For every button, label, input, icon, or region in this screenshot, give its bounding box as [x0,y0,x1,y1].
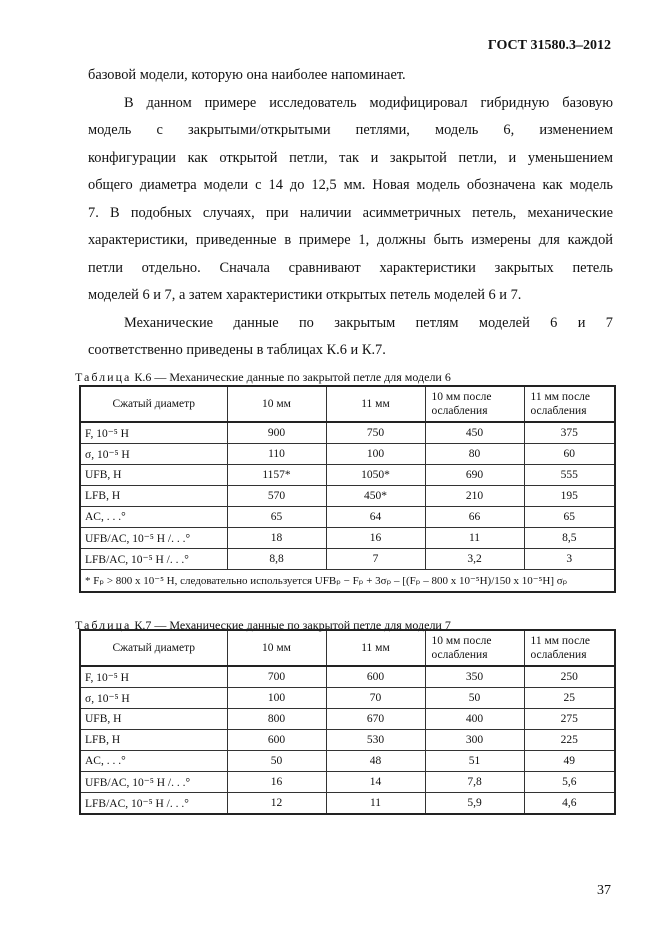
table-cell: 110 [227,444,326,465]
table-cell: 600 [227,730,326,751]
table-cell: 66 [425,507,524,528]
table-cell: 65 [524,507,615,528]
column-header: 11 мм [326,386,425,422]
table-cell: 750 [326,422,425,444]
paragraph-line: конфигурации как открытой петли, так и закрытой петли, и уменьшением [88,150,613,166]
table6-caption: Таблица К.6 — Механические данные по закрытой петле для модели 6 [75,370,451,384]
table-cell: 7 [326,549,425,570]
table-cell: 275 [524,709,615,730]
table-cell: 14 [326,772,425,793]
table-cell: 7,8 [425,772,524,793]
table-row [80,793,615,815]
table-cell: 8,8 [227,549,326,570]
table-cell: 80 [425,444,524,465]
table-cell: 5,6 [524,772,615,793]
table-cell: 530 [326,730,425,751]
table-cell: 50 [227,751,326,772]
row-label: LFB/AC, 10⁻⁵ Н /. . .° [80,549,227,570]
table-row [80,444,615,465]
table6 [79,385,616,593]
table-row [80,709,615,730]
paragraph-line: Механические данные по закрытым петлям моделей 6 и 7 [124,315,613,331]
table-cell: 195 [524,486,615,507]
paragraph-continuation: базовой модели, которую она наиболее напоминает. [88,67,406,83]
table-row [80,549,615,570]
row-label: UFB, Н [80,709,227,730]
table-cell: 800 [227,709,326,730]
paragraph-line: В данном примере исследователь модифицировал гибридную базовую [124,95,613,111]
column-header: Сжатый диаметр [80,386,227,422]
table-cell: 700 [227,666,326,688]
table-cell: 900 [227,422,326,444]
row-label: LFB, Н [80,730,227,751]
document-header: ГОСТ 31580.3–2012 [487,38,611,53]
table-cell: 50 [425,688,524,709]
table-cell: 70 [326,688,425,709]
table-cell: 210 [425,486,524,507]
table-row [80,528,615,549]
row-label: F, 10⁻⁵ Н [80,666,227,688]
table-row [80,666,615,688]
table-cell: 11 [326,793,425,815]
table6-footnote-row [80,570,615,593]
table7-caption: Таблица К.7 — Механические данные по закрытой петле для модели 7 [75,618,451,632]
table-cell: 4,6 [524,793,615,815]
row-label: UFB/AC, 10⁻⁵ Н /. . .° [80,528,227,549]
table7 [79,629,616,815]
column-header: 10 мм после ослабления [425,630,524,666]
row-label: AC, . . .° [80,507,227,528]
column-header: 10 мм [227,386,326,422]
table-cell: 51 [425,751,524,772]
table-cell: 690 [425,465,524,486]
paragraph-line: соответственно приведены в таблицах К.6 и К.7. [88,342,386,358]
column-header: 10 мм [227,630,326,666]
table-row [80,730,615,751]
table-cell: 48 [326,751,425,772]
table-cell: 3,2 [425,549,524,570]
table-cell: 12 [227,793,326,815]
table-cell: 350 [425,666,524,688]
table-cell: 11 [425,528,524,549]
table-row [80,772,615,793]
table-row [80,751,615,772]
row-label: UFB/AC, 10⁻⁵ Н /. . .° [80,772,227,793]
table-cell: 450 [425,422,524,444]
table-cell: 400 [425,709,524,730]
table-cell: 60 [524,444,615,465]
row-label: LFB, Н [80,486,227,507]
table-cell: 100 [227,688,326,709]
table-cell: 555 [524,465,615,486]
table-row [80,486,615,507]
table-cell: 225 [524,730,615,751]
table-cell: 25 [524,688,615,709]
table-cell: 3 [524,549,615,570]
column-header: 11 мм [326,630,425,666]
column-header: 11 мм после ослабления [524,630,615,666]
table-cell: 570 [227,486,326,507]
table-cell: 18 [227,528,326,549]
table-cell: 375 [524,422,615,444]
row-label: σ, 10⁻⁵ Н [80,688,227,709]
paragraph-line: 7. В подобных случаях, при наличии асимметричных петель, механические [88,205,613,221]
paragraph-line: модель с закрытыми/открытыми петлями, модель 6, изменением [88,122,613,138]
table-cell: 670 [326,709,425,730]
row-label: LFB/AC, 10⁻⁵ Н /. . .° [80,793,227,815]
row-label: F, 10⁻⁵ Н [80,422,227,444]
table7-header-row [80,630,615,666]
paragraph-line: характеристики, приведенные в примере 1, должны быть измерены для каждой [88,232,613,248]
row-label: σ, 10⁻⁵ Н [80,444,227,465]
table-row [80,465,615,486]
table-cell: 300 [425,730,524,751]
paragraph-line: моделей 6 и 7, а затем характеристики открытых петель моделей 6 и 7. [88,287,522,303]
column-header: Сжатый диаметр [80,630,227,666]
paragraph-line: общего диаметра модели с 14 до 12,5 мм. Новая модель обозначена как модель [88,177,613,193]
table-cell: 600 [326,666,425,688]
table-cell: 5,9 [425,793,524,815]
row-label: UFB, Н [80,465,227,486]
row-label: AC, . . .° [80,751,227,772]
table-cell: 8,5 [524,528,615,549]
page-number: 37 [597,883,611,898]
table-row [80,688,615,709]
table-cell: 16 [227,772,326,793]
table-cell: 1050* [326,465,425,486]
table-cell: 49 [524,751,615,772]
table-cell: 250 [524,666,615,688]
table6-footnote: * Fₚ > 800 х 10⁻⁵ Н, следовательно используется UFBₚ − Fₚ + 3σₚ – [(Fₚ – 800 х 10⁻⁵Н)/150 х 10⁻⁵Н] σₚ [80,570,615,593]
paragraph-line: петли отдельно. Сначала сравнивают характеристики закрытых петель [88,260,613,276]
table-cell: 100 [326,444,425,465]
table-cell: 450* [326,486,425,507]
table-cell: 64 [326,507,425,528]
column-header: 10 мм после ослабления [425,386,524,422]
table6-header-row [80,386,615,422]
table-row [80,422,615,444]
table-cell: 65 [227,507,326,528]
column-header: 11 мм после ослабления [524,386,615,422]
table-cell: 16 [326,528,425,549]
table-row [80,507,615,528]
table-cell: 1157* [227,465,326,486]
